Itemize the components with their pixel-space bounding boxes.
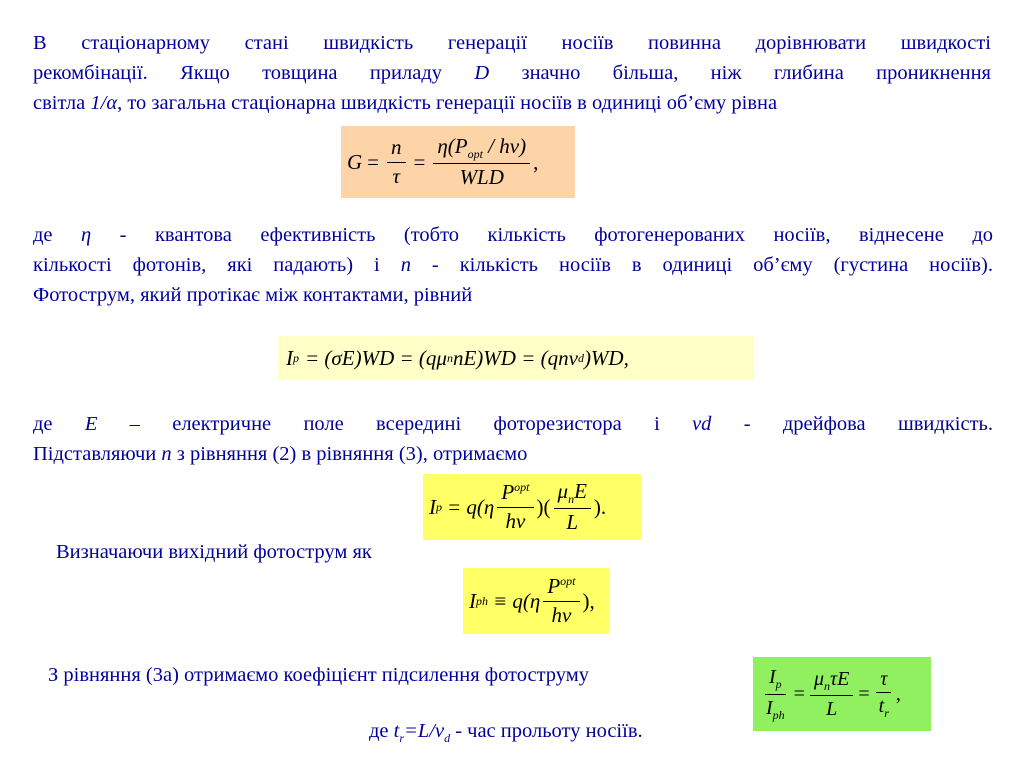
paragraph-gain: З рівняння (3а) отримаємо коефіцієнт підсилення фотоструму (48, 664, 589, 686)
paragraph-quantum-efficiency (33, 220, 993, 310)
paragraph-output-photocurrent: Визначаючи вихідний фотострум як (56, 541, 372, 563)
p1-line2: рекомбінації. Якщо товщина приладу D значно більша, ніж глибина проникнення (33, 62, 991, 84)
equation-photocurrent-gain: $\frac{I_p}{I_{ph}}$ = $\frac{\mu_n\tau E}{L}$ = $\frac{\tau}{t_r}$ , (753, 657, 931, 731)
paragraph-electric-field (33, 409, 993, 469)
equation-output-photocurrent: I ph ≡ q(η $\frac{P^{opt}}{h\nu}$ ), (463, 568, 609, 634)
paragraph-transit-time: де $t_r=L/v_d$ - час прольоту носіїв. (369, 720, 643, 746)
equation-photocurrent-substituted: I p = q(η $\frac{P^{opt}}{h\nu}$ )( $\frac{\mu_nE}{L}$ ). (423, 474, 641, 540)
equation-photocurrent: I p = (σE)WD = (qμ n nE)WD = (qnv d )WD, (278, 336, 753, 380)
p1-line3: світла 1/α, то загальна стаціонарна швидкість генерації носіїв в одиниці об’єму рівна (33, 92, 778, 114)
equation-generation-rate: G = $\frac{n}{\tau}$ = $\frac{\eta(P_{opt} / h\nu)}{\text{WLD}}$ , (341, 126, 575, 198)
p2-line3: Фотострум, який протікає між контактами, рівний (33, 284, 473, 306)
paragraph-steady-state (33, 28, 991, 118)
p2-line2: кількості фотонів, які падають) і n - кількість носіїв в одиниці об’єму (густина носіїв). (33, 254, 993, 276)
p2-line1: де η - квантова ефективність (тобто кількість фотогенерованих носіїв, віднесене до (33, 224, 994, 246)
p3-line1: де E – електричне поле всередині фоторезистора і vd - дрейфова швидкість. (33, 413, 994, 435)
p3-line2: Підставляючи n з рівняння (2) в рівняння (3), отримаємо (33, 443, 528, 465)
p1-line1: В стаціонарному стані швидкість генерації носіїв повинна дорівнювати швидкості (33, 32, 991, 54)
fraction-optical-power: $\frac{\eta(P_{opt} / h\nu)}{\text{WLD}}$ (433, 135, 530, 189)
fraction-n-tau: $\frac{n}{\tau}$ (387, 136, 406, 187)
